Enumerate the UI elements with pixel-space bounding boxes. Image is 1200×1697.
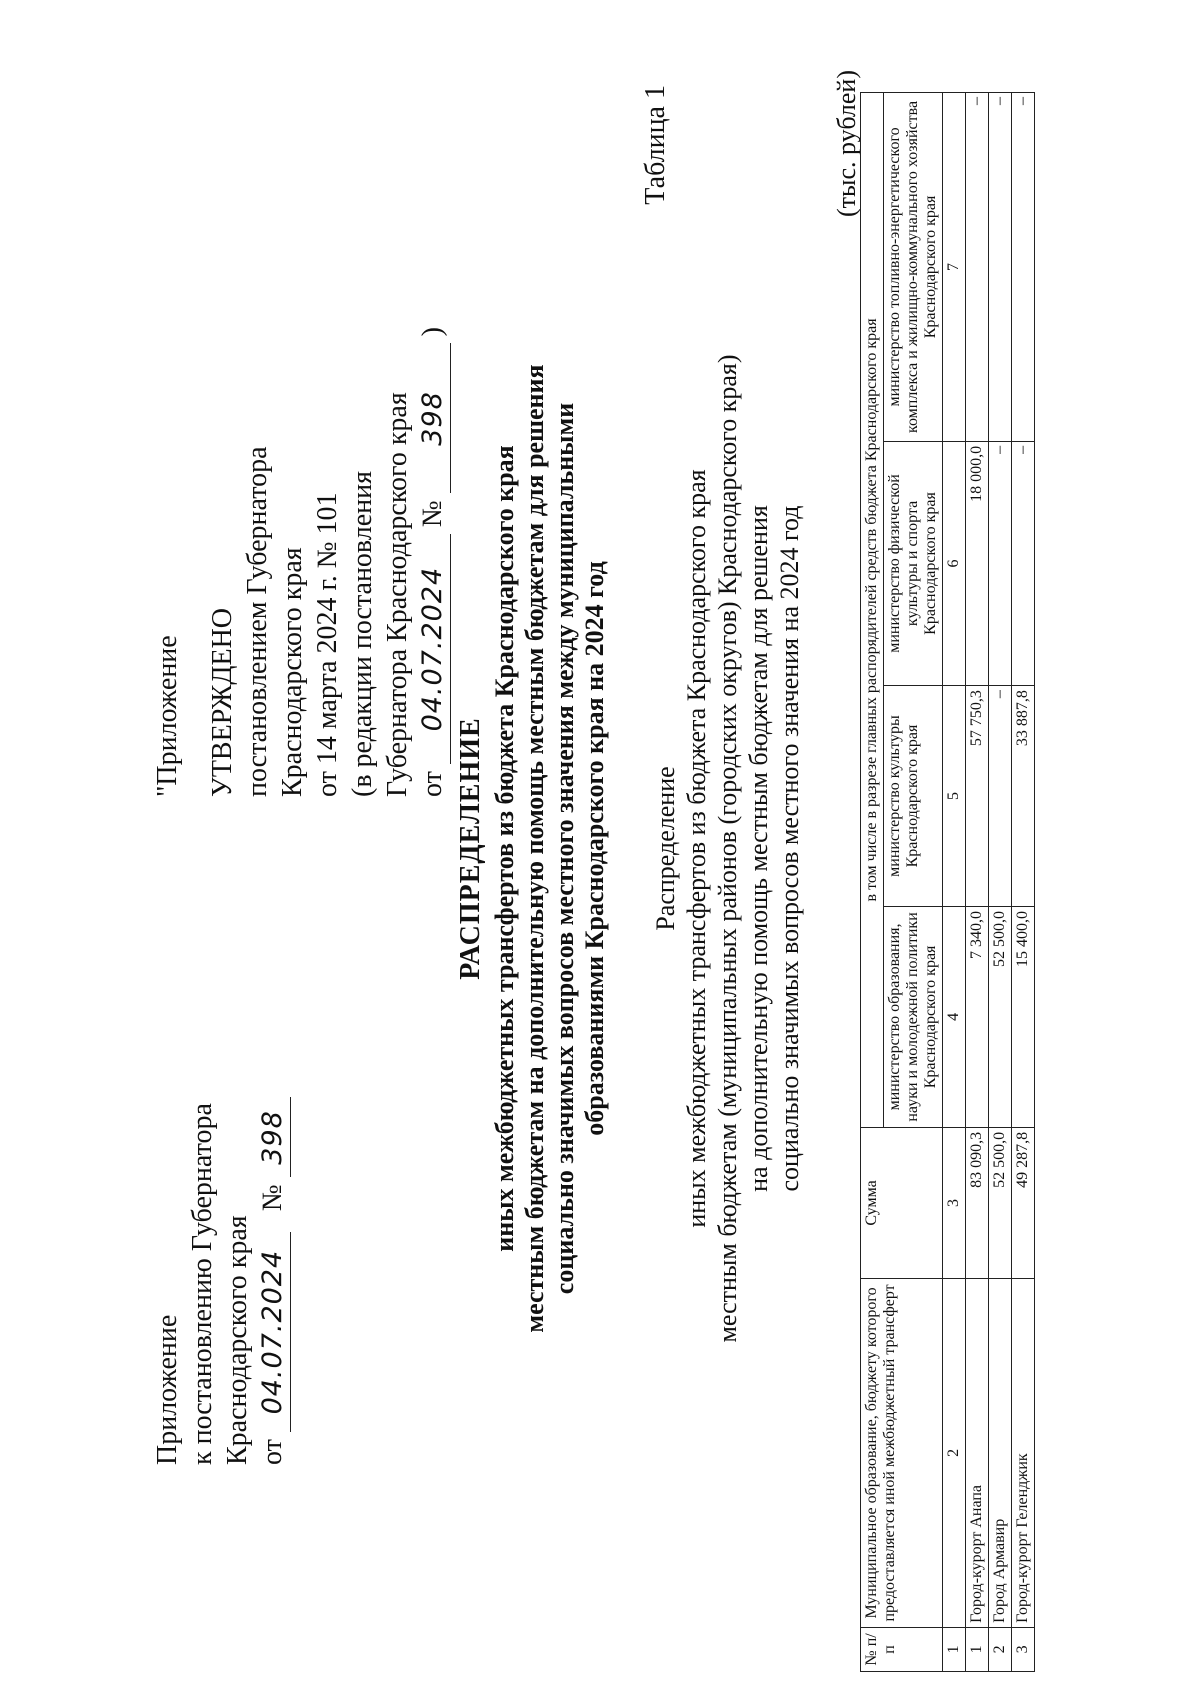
- row-col6: –: [989, 441, 1012, 685]
- title-line4: образованиями Краснодарского края на 2024 год: [580, 561, 609, 1136]
- column-number: 7: [943, 93, 966, 442]
- row-col5: –: [989, 686, 1012, 907]
- column-number: 2: [943, 1279, 966, 1628]
- row-municipality: Город Армавир: [989, 1279, 1012, 1628]
- row-col7: –: [966, 93, 989, 442]
- approval-left-line2: к постановлению Губернатора: [187, 1103, 218, 1465]
- row-sum: 83 090,3: [966, 1127, 989, 1278]
- row-sum: 52 500,0: [989, 1127, 1012, 1278]
- approval-block-left: [150, 1097, 291, 1465]
- table-label: Таблица 1: [640, 85, 671, 205]
- approval-block-right: [150, 327, 451, 797]
- row-col7: –: [1012, 93, 1035, 442]
- row-num: 3: [1012, 1627, 1035, 1671]
- column-number: 1: [943, 1627, 966, 1671]
- approval-right-line5: от 14 марта 2024 г. № 101: [312, 492, 343, 797]
- approval-left-line3: Краснодарского края: [222, 1215, 253, 1465]
- subheading-line3: местным бюджетам (муниципальных районов (городских округов) Краснодарского края): [713, 354, 742, 1343]
- row-municipality: Город-курорт Анапа: [966, 1279, 989, 1628]
- table-row: [989, 93, 1012, 1672]
- row-col4: 15 400,0: [1012, 906, 1035, 1127]
- approval-left-line1: Приложение: [152, 1314, 183, 1465]
- column-number: 6: [943, 441, 966, 685]
- subheading-line5: социально значимых вопросов местного значения на 2024 год: [775, 505, 804, 1192]
- distribution-table: [860, 92, 1035, 1672]
- header-col7: министерство топливно-энергетического комплекса и жилищно-коммунального хозяйства Краснодарского края: [884, 93, 943, 442]
- header-col6: министерство физической культуры и спорта Краснодарского края: [884, 441, 943, 685]
- column-number: 4: [943, 906, 966, 1127]
- number-prefix: №: [417, 500, 448, 528]
- approval-right-date-line: [415, 327, 451, 797]
- approval-right-line3: постановлением Губернатора: [242, 446, 273, 797]
- header-col4: министерство образования, науки и молодежной политики Краснодарского края: [884, 906, 943, 1127]
- number-prefix: №: [257, 1184, 288, 1212]
- header-sum: Сумма: [861, 1127, 943, 1278]
- row-municipality: Город-курорт Геленджик: [1012, 1279, 1035, 1628]
- document-title: РАСПРЕДЕЛЕНИЕ: [455, 717, 486, 980]
- approval-right-line6: (в редакции постановления: [347, 470, 378, 797]
- column-number: 3: [943, 1127, 966, 1278]
- subheading-line1: Распределение: [651, 766, 680, 931]
- row-col4: 52 500,0: [989, 906, 1012, 1127]
- row-col6: –: [1012, 441, 1035, 685]
- header-col5: министерство культуры Краснодарского края: [884, 686, 943, 907]
- subheading-line4: на дополнительную помощь местным бюджетам для решения: [744, 505, 773, 1192]
- handwritten-number: 398: [415, 343, 451, 493]
- date-prefix: от: [257, 1439, 288, 1465]
- row-num: 2: [989, 1627, 1012, 1671]
- row-sum: 49 287,8: [1012, 1127, 1035, 1278]
- document-subtitle: [490, 230, 610, 1467]
- title-line3: социально значимых вопросов местного значения между муниципальными: [550, 402, 579, 1295]
- approval-right-line2: УТВЕРЖДЕНО: [207, 607, 238, 797]
- header-group: в том числе в разрезе главных распорядителей средств бюджета Краснодарского края: [861, 93, 884, 1128]
- title-line2: местным бюджетам на дополнительную помощь местным бюджетам для решения: [520, 364, 549, 1333]
- row-num: 1: [966, 1627, 989, 1671]
- closing-paren: ): [417, 327, 448, 337]
- column-numbers-row: [943, 93, 966, 1672]
- row-col4: 7 340,0: [966, 906, 989, 1127]
- row-col6: 18 000,0: [966, 441, 989, 685]
- approval-left-date-line: [255, 1097, 291, 1465]
- date-prefix: от: [417, 771, 448, 797]
- subheading-line2: иных межбюджетных трансфертов из бюджета Краснодарского края: [682, 469, 711, 1228]
- approval-right-line4: Краснодарского края: [277, 547, 308, 797]
- handwritten-date: 04.07.2024: [415, 534, 451, 764]
- handwritten-number: 398: [255, 1097, 291, 1177]
- row-col5: 57 750,3: [966, 686, 989, 907]
- approval-right-line1: "Приложение: [152, 635, 183, 797]
- table-heading: [650, 230, 805, 1467]
- row-col7: –: [989, 93, 1012, 442]
- table-row: [1012, 93, 1035, 1672]
- column-number: 5: [943, 686, 966, 907]
- units-label: (тыс. рублей): [832, 70, 861, 218]
- approval-right-line7: Губернатора Краснодарского края: [382, 392, 413, 797]
- header-municipality: Муниципальное образование, бюджету которого предоставляется иной межбюджетный трансферт: [861, 1279, 943, 1628]
- title-line1: иных межбюджетных трансфертов из бюджета Краснодарского края: [490, 445, 519, 1252]
- handwritten-date: 04.07.2024: [255, 1232, 291, 1432]
- header-num: № п/п: [861, 1627, 943, 1671]
- row-col5: 33 887,8: [1012, 686, 1035, 907]
- table-row: [966, 93, 989, 1672]
